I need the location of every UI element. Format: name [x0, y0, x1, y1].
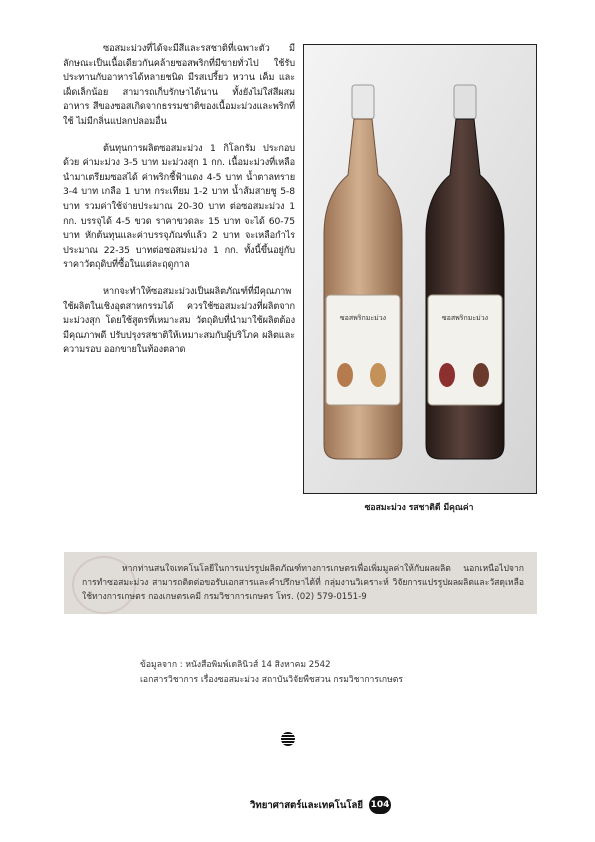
- source-credits: [140, 658, 520, 688]
- section-end-icon: [281, 732, 295, 746]
- source-line: เอกสารวิชาการ เรื่องซอสมะม่วง สถาบันวิจัยพืชสวน กรมวิชาการเกษตร: [140, 675, 403, 685]
- info-box-text: หากท่านสนใจเทคโนโลยีในการแปรรูปผลิตภัณฑ์ทางการเกษตรเพื่อเพิ่มมูลค่าให้กับผลผลิต นอกเหนือไปจากการทำซอสมะม่วง สามารถติดต่อขอรับเอกสารและคำปรึกษาได้ที่ กลุ่มงานวิเคราะห์ วิจัยการแปรรูปผลผลิตและวัสดุเหลือใช้ทางการเกษตร กองเกษตรเคมี กรมวิชาการเกษตร โทร. (02) 579-0151-9: [82, 564, 524, 602]
- article-paragraph: หากจะทำให้ซอสมะม่วงเป็นผลิตภัณฑ์ที่มีคุณภาพ ใช้ผลิตในเชิงอุตสาหกรรมได้ ควรใช้ซอสมะม่วงที่ผลิตจากมะม่วงสุก โดยใช้สูตรที่เหมาะสม วัตถุดิบที่นำมาใช้ผลิตต้องมีคุณภาพดี ปรับปรุงรสชาติให้เหมาะสมกับผู้บริโภค ผลิตและความรอบ ออกขายในท้องตลาด: [63, 285, 295, 356]
- article-paragraph: ต้นทุนการผลิตซอสมะม่วง 1 กิโลกรัม ประกอบด้วย ค่ามะม่วง 3-5 บาท มะม่วงสุก 1 กก. เนื้อมะม่วงที่เหลือนำมาเตรียมซอสได้ ค่าพริกชี้ฟ้าแดง 4-5 บาท น้ำตาลทราย 3-4 บาท เกลือ 1 บาท กระเทียม 1-2 บาท น้ำส้มสายชู 5-8 บาท รวมค่าใช้จ่ายประมาณ 20-30 บาท ต่อซอสมะม่วง 1 กก. บรรจุได้ 4-5 ขวด ราคาขวดละ 15 บาท จะได้ 60-75 บาท หักต้นทุนและค่าบรรจุภัณฑ์แล้ว 2 บาท จะเหลือกำไรประมาณ 22-35 บาทต่อซอสมะม่วง 1 กก. ทั้งนี้ขึ้นอยู่กับราคาวัตถุดิบที่ซื้อในแต่ละฤดูกาล: [63, 142, 295, 271]
- bottles-illustration: [304, 45, 536, 493]
- sauce-bottles-photo: [303, 44, 537, 494]
- right-bottle-label: ซอสพริกมะม่วง: [441, 314, 489, 322]
- source-line: ข้อมูลจาก : หนังสือพิมพ์เดลินิวส์ 14 สิงหาคม 2542: [140, 660, 331, 670]
- article-paragraph: ซอสมะม่วงที่ได้จะมีสีและรสชาติที่เฉพาะตัว มีลักษณะเป็นเนื้อเดียวกันคล้ายซอสพริกที่มีขายทั่วไป ใช้รับประทานกับอาหารได้หลายชนิด มีรสเปรี้ยว หวาน เค็ม และเผ็ดเล็กน้อย สามารถเก็บรักษาได้นาน ทั้งยังไม่ใส่สีผสมอาหาร สีของซอสเกิดจากธรรมชาติของเนื้อมะม่วงและพริกที่ใช้ ไม่มีกลิ่นแปลกปลอมอื่น: [63, 43, 295, 127]
- left-bottle-label: ซอสพริกมะม่วง: [339, 314, 387, 322]
- page-footer: [250, 795, 391, 815]
- figure-caption: ซอสมะม่วง รสชาติดี มีคุณค่า: [364, 503, 474, 513]
- footer-title: วิทยาศาสตร์และเทคโนโลยี: [250, 799, 364, 811]
- page-number: 104: [369, 796, 391, 814]
- info-box: [64, 552, 537, 614]
- article-body: [63, 42, 295, 370]
